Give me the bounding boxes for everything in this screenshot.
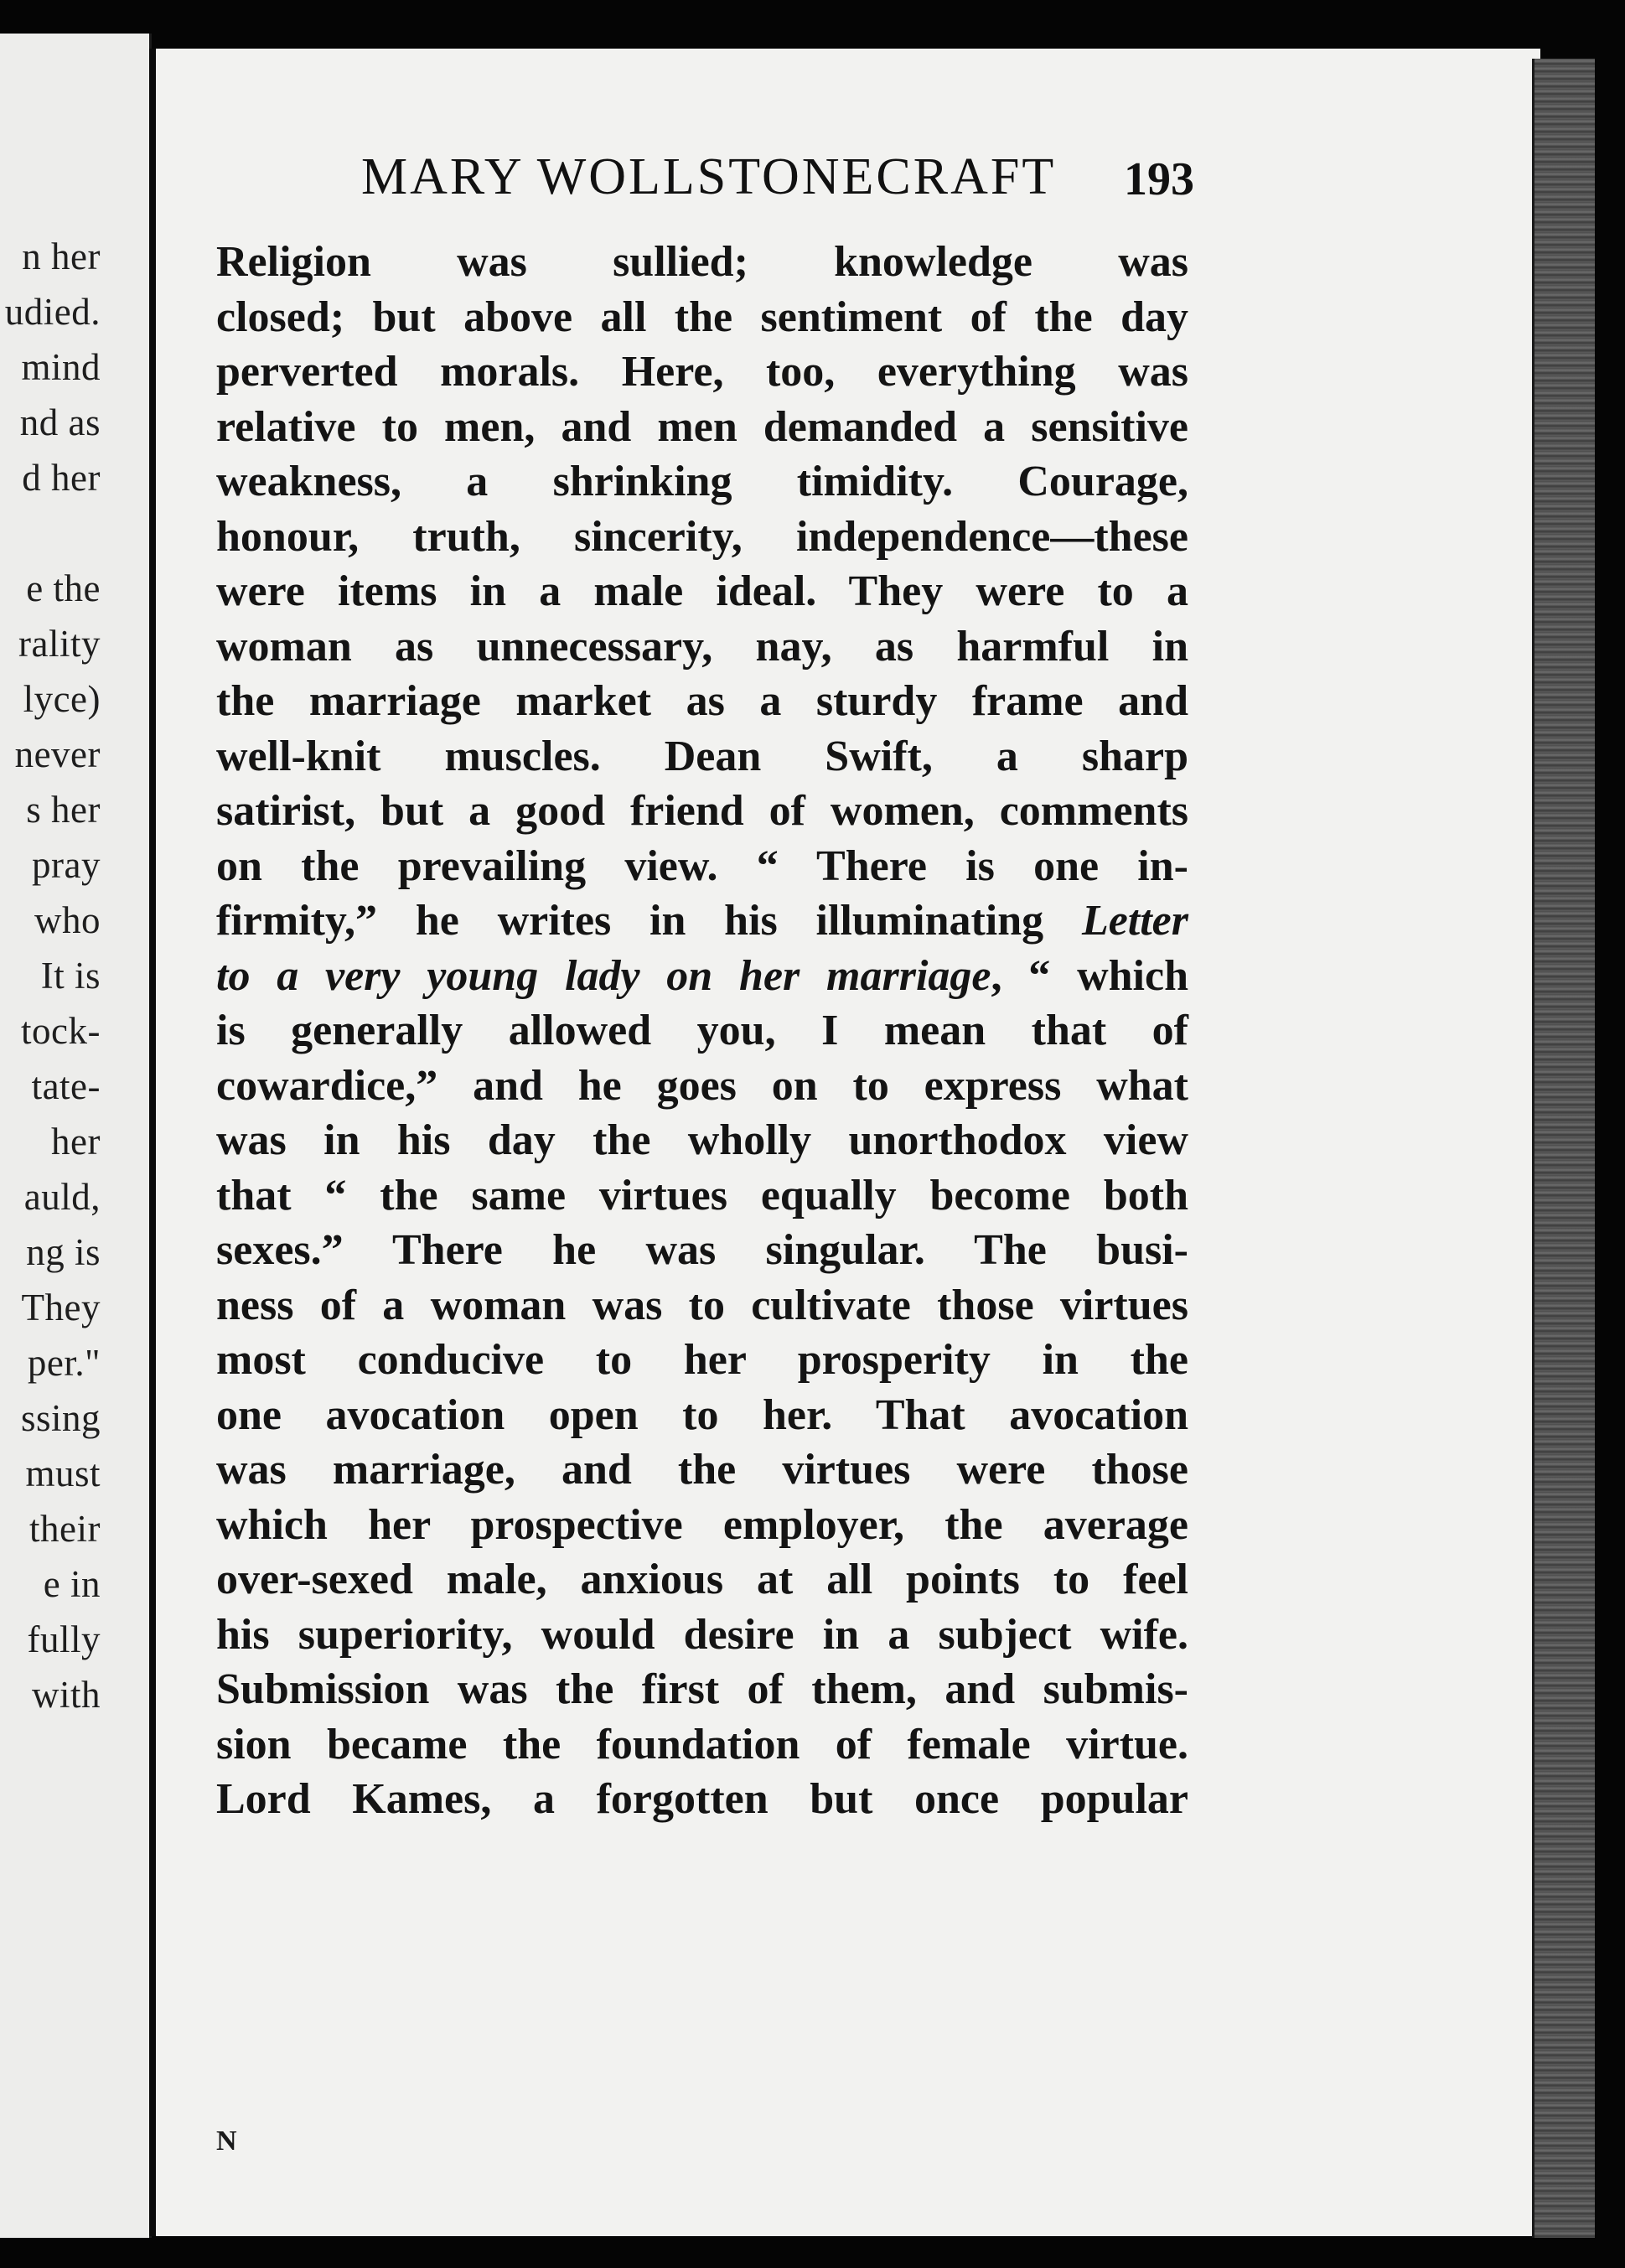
facing-page-fragment	[0, 34, 152, 2238]
facing-page-line: udied.	[4, 291, 101, 333]
book-title-italic: Letter	[1081, 897, 1188, 945]
facing-page-line: nd as	[19, 401, 101, 443]
text-line: cowardice,” and he goes on to express what	[216, 1062, 1188, 1110]
text-line: was in his day the wholly unorthodox view	[216, 1116, 1188, 1164]
text-line: satirist, but a good friend of women, comments	[216, 787, 1188, 835]
facing-page-line: per."	[27, 1342, 101, 1384]
facing-page-line: mind	[21, 346, 101, 388]
text-line: his superiority, would desire in a subject wife.	[216, 1611, 1188, 1659]
facing-page-line: tock-	[21, 1010, 101, 1052]
text-line: was marriage, and the virtues were those	[216, 1446, 1188, 1494]
running-title: MARY WOLLSTONECRAFT	[361, 148, 1057, 205]
text-line: were items in a male ideal. They were to a	[216, 567, 1188, 615]
text-line: over-sexed male, anxious at all points to feel	[216, 1556, 1188, 1603]
facing-page-line: lyce)	[23, 678, 101, 720]
facing-page-line: n her	[22, 236, 101, 277]
text-line: closed; but above all the sentiment of the day	[216, 293, 1188, 341]
text-line: sion became the foundation of female virtue.	[216, 1721, 1188, 1768]
text-line: Submission was the first of them, and submis-	[216, 1665, 1188, 1713]
facing-page-line: rality	[18, 623, 101, 665]
text-line: firmity,” he writes in his illuminating Letter	[216, 897, 1188, 945]
text-line: woman as unnecessary, nay, as harmful in	[216, 623, 1188, 671]
facing-page-line: pray	[32, 844, 101, 886]
text-line: the marriage market as a sturdy frame and	[216, 677, 1188, 725]
facing-page-line: d her	[22, 457, 101, 499]
text-line: relative to men, and men demanded a sensitive	[216, 403, 1188, 451]
facing-page-line: It is	[40, 955, 101, 997]
facing-page-line: e the	[26, 567, 101, 609]
text-line: which her prospective employer, the average	[216, 1501, 1188, 1549]
facing-page-line: her	[51, 1121, 101, 1162]
facing-page-line: who	[34, 899, 101, 941]
facing-page-line: tate-	[31, 1065, 101, 1107]
text-line: Religion was sullied; knowledge was	[216, 238, 1188, 286]
page-edge	[1532, 59, 1595, 2238]
text-line: weakness, a shrinking timidity. Courage,	[216, 458, 1188, 505]
text-line: honour, truth, sincerity, independence—these	[216, 513, 1188, 561]
facing-page-line: ng is	[26, 1231, 101, 1273]
text-line: that “ the same virtues equally become both	[216, 1172, 1188, 1219]
text-line: one avocation open to her. That avocation	[216, 1391, 1188, 1439]
text-line: is generally allowed you, I mean that of	[216, 1007, 1188, 1054]
book-page	[149, 49, 1540, 2236]
facing-page-line: never	[14, 733, 101, 775]
text-line: most conducive to her prosperity in the	[216, 1336, 1188, 1384]
text-line: Lord Kames, a forgotten but once popular	[216, 1775, 1188, 1823]
running-header	[156, 148, 1540, 215]
text-line: on the prevailing view. “ There is one in-	[216, 842, 1188, 890]
text-line: well-knit muscles. Dean Swift, a sharp	[216, 733, 1188, 780]
book-title-italic: to a very young lady on her marriage	[216, 952, 991, 1000]
text-line: to a very young lady on her marriage, “ which	[216, 952, 1188, 1000]
facing-page-line: fully	[27, 1618, 101, 1660]
text-line: perverted morals. Here, too, everything was	[216, 348, 1188, 396]
text-line: sexes.” There he was singular. The busi-	[216, 1226, 1188, 1274]
page-number: 193	[1124, 153, 1194, 205]
facing-page-line: with	[31, 1674, 101, 1716]
facing-page-line: They	[21, 1287, 101, 1328]
facing-page-line: must	[25, 1452, 101, 1494]
facing-page-line: auld,	[23, 1176, 101, 1218]
facing-page-line: ssing	[20, 1397, 101, 1439]
facing-page-line: s her	[26, 789, 101, 831]
facing-page-line: e in	[43, 1563, 101, 1605]
text-line: ness of a woman was to cultivate those virtues	[216, 1282, 1188, 1329]
signature-mark: N	[216, 2126, 237, 2157]
facing-page-line: their	[29, 1508, 101, 1550]
